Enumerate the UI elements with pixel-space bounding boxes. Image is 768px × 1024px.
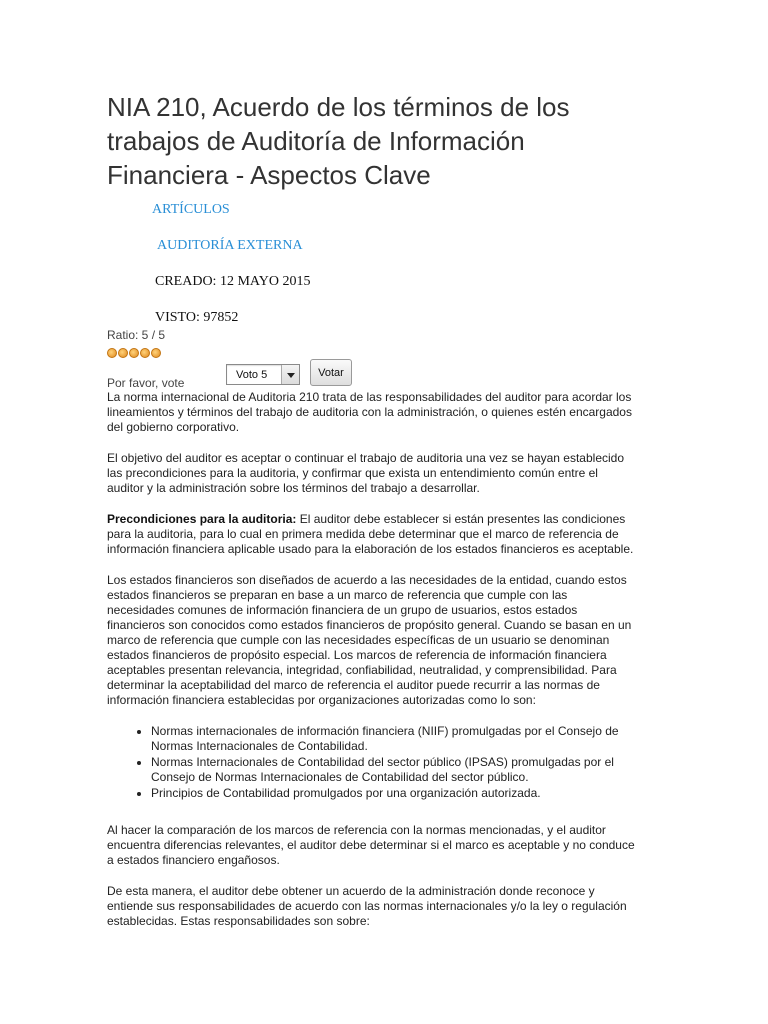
list-item: • Principios de Contabilidad promulgados por una organización autorizada. [151,786,637,801]
star-icon [118,348,128,358]
list-item: • Normas internacionales de información financiera (NIIF) promulgadas por el Consejo de Normas Internacionales de Contabilidad. [151,724,637,754]
view-count: VISTO: 97852 [155,310,239,325]
category-link[interactable]: ARTÍCULOS [152,202,230,217]
paragraph: Los estados financieros son diseñados de acuerdo a las necesidades de la entidad, cuando estos estados financieros se preparan en base a un marco de referencia que cumple con las necesidades comunes de información financiera de un grupo de usuarios, estos estados financieros son conocidos como estados financieros de propósito general. Cuando se basan en un marco de referencia que cumple con las necesidades específicas de un usuario se denominan estados financieros de propósito especial. Los marcos de referencia de información financiera aceptables presentan relevancia, integridad, confiabilidad, neutralidad, y comprensibilidad. Para determinar la aceptabilidad del marco de referencia el auditor puede recurrir a las normas de información financiera establecidas por organizaciones autorizadas como lo son: [107,573,632,707]
vote-selected-value: Voto 5 [236,369,268,381]
paragraph [107,512,637,557]
chevron-down-icon[interactable] [281,365,299,384]
article-body [107,390,637,945]
paragraph: Al hacer la comparación de los marcos de referencia con la normas mencionadas, y el auditor encuentra diferencias relevantes, el auditor debe determinar si el marco es aceptable y no conduce a estados financiero engañosos. [107,823,635,867]
vote-select[interactable] [226,364,300,385]
star-icon [129,348,139,358]
list-item: • Normas Internacionales de Contabilidad del sector público (IPSAS) promulgadas por el Consejo de Normas Internacionales de Contabilidad del sector público. [151,755,637,785]
subcategory-link[interactable]: AUDITORÍA EXTERNA [157,238,303,253]
rating-label: Ratio: 5 / 5 [107,328,166,342]
created-date: CREADO: 12 MAYO 2015 [155,274,311,289]
rating-stars [107,348,162,358]
vote-prompt: Por favor, vote [107,376,185,390]
section-heading: Precondiciones para la auditoria: [107,512,297,526]
article-title: NIA 210, Acuerdo de los términos de los trabajos de Auditoría de Información Financiera - Aspectos Clave [107,92,570,190]
paragraph: De esta manera, el auditor debe obtener un acuerdo de la administración donde reconoce y entiende sus responsabilidades de acuerdo con las normas internacionales y/o la ley o regulación establecidas. Estas responsabilidades son sobre: [107,884,627,928]
star-icon [107,348,117,358]
star-icon [140,348,150,358]
standards-list [107,724,637,801]
paragraph: El objetivo del auditor es aceptar o continuar el trabajo de auditoria una vez se hayan establecido las precondiciones para la auditoria, y confirmar que exista un entendimiento común entre el auditor y la administración sobre los términos del trabajo a desarrollar. [107,451,625,495]
paragraph-text: El auditor debe establecer si están presentes las condiciones para la auditoria, para lo cual en primera medida debe determinar que el marco de referencia de información financiera aplicable usado para la elaboración de los estados financieros es aceptable. [107,512,634,556]
vote-button[interactable]: Votar [310,359,352,386]
star-icon [151,348,161,358]
paragraph: La norma internacional de Auditoria 210 trata de las responsabilidades del auditor para acordar los lineamientos y términos del trabajo de auditoria con la administración, o quienes estén encargados del gobierno corporativo. [107,390,632,434]
